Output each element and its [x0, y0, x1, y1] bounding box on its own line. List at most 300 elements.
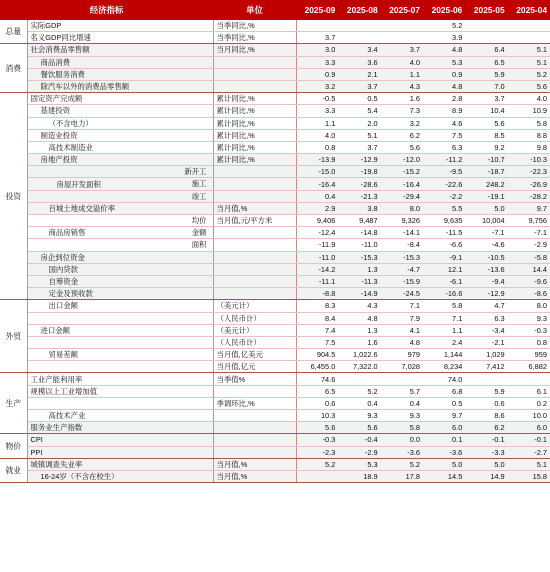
- indicator-name: 服务业生产指数: [30, 423, 83, 433]
- value-cell: -3.3: [465, 446, 507, 458]
- value-cell: -11.0: [338, 239, 380, 251]
- value-cell: 5.2: [296, 458, 338, 470]
- indicator-cell: [27, 68, 213, 80]
- value-cell: 3.3: [296, 56, 338, 68]
- value-cell: -5.8: [508, 251, 550, 263]
- value-cell: 4.1: [381, 324, 423, 336]
- value-cell: -21.3: [338, 190, 380, 202]
- section-category: 外贸: [0, 300, 27, 373]
- value-cell: 6,882: [508, 361, 550, 373]
- value-cell: 5.6: [381, 141, 423, 153]
- value-cell: 9.7: [423, 410, 465, 422]
- indicator-cell: [27, 251, 213, 263]
- indicator-cell: [27, 93, 213, 105]
- unit-cell: [213, 190, 296, 202]
- unit-cell: （美元计）: [213, 300, 296, 312]
- unit-cell: [213, 385, 296, 397]
- value-cell: [508, 373, 550, 385]
- table-row: [0, 275, 550, 287]
- indicator-name: 高技术制造业: [48, 142, 93, 152]
- value-cell: 4.8: [338, 312, 380, 324]
- value-cell: 0.9: [423, 68, 465, 80]
- value-cell: [296, 470, 338, 482]
- value-cell: 4.3: [381, 80, 423, 92]
- indicator-cell: [27, 154, 213, 166]
- value-cell: -15.2: [381, 166, 423, 178]
- value-cell: -0.5: [296, 93, 338, 105]
- value-cell: 6.3: [465, 312, 507, 324]
- indicator-name: 除汽车以外的消费品零售额: [40, 82, 130, 92]
- value-cell: 0.2: [508, 397, 550, 409]
- table-header: [0, 0, 550, 20]
- value-cell: [338, 32, 380, 44]
- value-cell: -2.9: [508, 239, 550, 251]
- value-cell: -6.6: [423, 239, 465, 251]
- value-cell: 0.5: [423, 397, 465, 409]
- value-cell: 6.2: [465, 422, 507, 434]
- value-cell: 6.2: [381, 129, 423, 141]
- value-cell: 6.0: [508, 422, 550, 434]
- unit-cell: 累计同比,%: [213, 154, 296, 166]
- value-cell: 9,487: [338, 215, 380, 227]
- value-cell: 9.3: [508, 312, 550, 324]
- value-cell: -8.4: [381, 239, 423, 251]
- value-cell: 14.9: [465, 470, 507, 482]
- unit-cell: [213, 275, 296, 287]
- table-row: [0, 129, 550, 141]
- value-cell: -13.6: [465, 263, 507, 275]
- header-period: 2025-05: [465, 0, 507, 20]
- unit-cell: [213, 239, 296, 251]
- value-cell: 7.4: [296, 324, 338, 336]
- indicator-cell: [27, 117, 213, 129]
- unit-cell: [213, 422, 296, 434]
- header-indicator: 经济指标: [0, 0, 213, 20]
- value-cell: 8.4: [296, 312, 338, 324]
- section-category: 生产: [0, 373, 27, 434]
- indicator-cell: [27, 300, 213, 312]
- value-cell: 6.5: [296, 385, 338, 397]
- indicator-cell: [27, 470, 213, 482]
- value-cell: 14.4: [508, 263, 550, 275]
- indicator-cell: [27, 336, 213, 348]
- value-cell: 1.3: [338, 324, 380, 336]
- value-cell: -0.4: [338, 434, 380, 446]
- value-cell: 8.8: [508, 129, 550, 141]
- value-cell: 74.0: [423, 373, 465, 385]
- header-period: 2025-08: [338, 0, 380, 20]
- value-cell: -7.1: [465, 227, 507, 239]
- value-cell: 8.0: [381, 202, 423, 214]
- indicator-name: 实际GDP: [30, 21, 62, 31]
- indicator-cell: [27, 178, 213, 190]
- value-cell: -29.4: [381, 190, 423, 202]
- unit-cell: 当月值,%: [213, 470, 296, 482]
- value-cell: 2.9: [296, 202, 338, 214]
- value-cell: 10.9: [508, 105, 550, 117]
- table-row: [0, 410, 550, 422]
- indicator-name: 进口金额: [40, 325, 71, 335]
- value-cell: 1.1: [423, 324, 465, 336]
- value-cell: 4.0: [296, 129, 338, 141]
- value-cell: 7.1: [381, 300, 423, 312]
- value-cell: 4.8: [381, 336, 423, 348]
- value-cell: 1.1: [296, 117, 338, 129]
- indicator-cell: [27, 275, 213, 287]
- table-row: [0, 154, 550, 166]
- value-cell: 5.2: [381, 458, 423, 470]
- table-row: [0, 288, 550, 300]
- value-cell: 12.1: [423, 263, 465, 275]
- indicator-cell: [27, 141, 213, 153]
- table-row: [0, 178, 550, 190]
- value-cell: 0.9: [296, 68, 338, 80]
- indicator-name: 百城土地成交溢价率: [48, 203, 116, 213]
- value-cell: -16.4: [296, 178, 338, 190]
- value-cell: 5.6: [338, 422, 380, 434]
- value-cell: -11.1: [296, 275, 338, 287]
- unit-cell: 当季同比,%: [213, 20, 296, 32]
- indicator-cell: [27, 227, 213, 239]
- value-cell: 1.3: [338, 263, 380, 275]
- value-cell: -3.6: [381, 446, 423, 458]
- table-row: [0, 93, 550, 105]
- value-cell: 3.8: [338, 202, 380, 214]
- unit-cell: [213, 288, 296, 300]
- value-cell: 2.1: [338, 68, 380, 80]
- table-row: [0, 80, 550, 92]
- value-cell: -12.9: [465, 288, 507, 300]
- value-cell: 3.7: [338, 80, 380, 92]
- indicator-cell: [27, 239, 213, 251]
- value-cell: 5.0: [465, 202, 507, 214]
- header-unit: 单位: [213, 0, 296, 20]
- value-cell: 0.4: [296, 190, 338, 202]
- value-cell: 10.0: [508, 410, 550, 422]
- value-cell: 7.5: [423, 129, 465, 141]
- value-cell: 5.4: [338, 105, 380, 117]
- value-cell: 4.0: [508, 93, 550, 105]
- unit-cell: 当月同比,%: [213, 44, 296, 56]
- table-row: [0, 20, 550, 32]
- value-cell: 7.0: [465, 80, 507, 92]
- value-cell: 9.3: [338, 410, 380, 422]
- value-cell: -19.1: [465, 190, 507, 202]
- section-category: 消费: [0, 44, 27, 93]
- indicator-name: 出口金额: [48, 301, 79, 311]
- value-cell: -3.6: [423, 446, 465, 458]
- unit-cell: （人民币计）: [213, 336, 296, 348]
- value-cell: 5.1: [508, 44, 550, 56]
- value-cell: [465, 32, 507, 44]
- value-cell: -11.2: [423, 154, 465, 166]
- value-cell: 5.9: [465, 68, 507, 80]
- value-cell: -6.1: [423, 275, 465, 287]
- unit-cell: 累计同比,%: [213, 93, 296, 105]
- unit-cell: [213, 251, 296, 263]
- indicator-name: 城镇调查失业率: [30, 459, 83, 469]
- indicator-subname: 新开工: [184, 167, 207, 177]
- value-cell: -3.4: [465, 324, 507, 336]
- value-cell: 17.8: [381, 470, 423, 482]
- indicator-name: （不含电力）: [48, 118, 93, 128]
- value-cell: -2.3: [296, 446, 338, 458]
- indicator-cell: [27, 324, 213, 336]
- value-cell: -15.3: [338, 251, 380, 263]
- table-row: [0, 373, 550, 385]
- table-row: [0, 349, 550, 361]
- indicator-cell: [27, 80, 213, 92]
- value-cell: 3.2: [296, 80, 338, 92]
- indicator-cell: [27, 397, 213, 409]
- value-cell: 9.8: [508, 141, 550, 153]
- value-cell: -22.3: [508, 166, 550, 178]
- value-cell: 74.6: [296, 373, 338, 385]
- value-cell: 3.7: [381, 44, 423, 56]
- indicator-name: 基建投资: [40, 106, 71, 116]
- value-cell: 9,406: [296, 215, 338, 227]
- value-cell: -8.6: [508, 288, 550, 300]
- value-cell: 9.2: [465, 141, 507, 153]
- indicator-cell: [27, 349, 213, 361]
- value-cell: 1.6: [381, 93, 423, 105]
- value-cell: 0.6: [296, 397, 338, 409]
- table-row: [0, 324, 550, 336]
- value-cell: 5.0: [465, 458, 507, 470]
- indicator-cell: [27, 446, 213, 458]
- value-cell: 0.0: [381, 434, 423, 446]
- table-row: [0, 190, 550, 202]
- value-cell: -14.8: [338, 227, 380, 239]
- indicator-cell: [27, 434, 213, 446]
- value-cell: 8.3: [296, 300, 338, 312]
- unit-cell: （美元计）: [213, 324, 296, 336]
- unit-cell: 当月值,%: [213, 458, 296, 470]
- unit-cell: 累计同比,%: [213, 141, 296, 153]
- value-cell: 5.8: [423, 300, 465, 312]
- value-cell: 5.1: [338, 129, 380, 141]
- value-cell: 3.0: [296, 44, 338, 56]
- indicator-name: 贸易差额: [48, 350, 79, 360]
- table-row: [0, 434, 550, 446]
- value-cell: 5.5: [423, 202, 465, 214]
- value-cell: 10.3: [296, 410, 338, 422]
- value-cell: [338, 20, 380, 32]
- value-cell: 7,412: [465, 361, 507, 373]
- value-cell: -16.6: [423, 288, 465, 300]
- table-row: [0, 300, 550, 312]
- table-row: [0, 458, 550, 470]
- value-cell: 14.5: [423, 470, 465, 482]
- table-row: [0, 312, 550, 324]
- indicator-cell: [27, 312, 213, 324]
- value-cell: 10.4: [465, 105, 507, 117]
- unit-cell: 累计同比,%: [213, 105, 296, 117]
- value-cell: 8.6: [465, 410, 507, 422]
- indicator-cell: [27, 410, 213, 422]
- table-row: [0, 56, 550, 68]
- value-cell: 0.4: [381, 397, 423, 409]
- value-cell: -19.8: [338, 166, 380, 178]
- section-category: 投资: [0, 93, 27, 300]
- unit-cell: 当月值,元/平方米: [213, 215, 296, 227]
- value-cell: 5.8: [508, 117, 550, 129]
- value-cell: 7.1: [423, 312, 465, 324]
- indicator-subname: 施工: [191, 179, 207, 189]
- indicator-cell: [27, 385, 213, 397]
- value-cell: -15.9: [381, 275, 423, 287]
- value-cell: [381, 20, 423, 32]
- indicator-subname: 均价: [191, 216, 207, 225]
- value-cell: 1.6: [338, 336, 380, 348]
- value-cell: 1.1: [381, 68, 423, 80]
- value-cell: -12.4: [296, 227, 338, 239]
- indicator-cell: [27, 361, 213, 373]
- indicator-cell: [27, 105, 213, 117]
- value-cell: -4.7: [381, 263, 423, 275]
- value-cell: [381, 373, 423, 385]
- value-cell: -11.3: [338, 275, 380, 287]
- value-cell: [465, 20, 507, 32]
- indicator-cell: [27, 20, 213, 32]
- value-cell: 8.9: [423, 105, 465, 117]
- value-cell: 0.1: [423, 434, 465, 446]
- value-cell: 5.9: [465, 385, 507, 397]
- value-cell: 8.0: [508, 300, 550, 312]
- unit-cell: 累计同比,%: [213, 117, 296, 129]
- indicator-cell: [27, 373, 213, 385]
- unit-cell: [213, 166, 296, 178]
- value-cell: -9.4: [465, 275, 507, 287]
- table-row: [0, 470, 550, 482]
- table-row: [0, 385, 550, 397]
- value-cell: -8.8: [296, 288, 338, 300]
- value-cell: 7.5: [296, 336, 338, 348]
- value-cell: 9,635: [423, 215, 465, 227]
- value-cell: 5.2: [508, 68, 550, 80]
- indicator-name: 名义GDP同比增速: [30, 33, 91, 43]
- value-cell: -12.0: [381, 154, 423, 166]
- indicator-name: 房企到位资金: [40, 252, 85, 262]
- indicator-cell: [27, 129, 213, 141]
- value-cell: -14.9: [338, 288, 380, 300]
- table-body: [0, 20, 550, 483]
- table-row: [0, 446, 550, 458]
- value-cell: -28.6: [338, 178, 380, 190]
- value-cell: 3.3: [296, 105, 338, 117]
- value-cell: 0.6: [465, 397, 507, 409]
- value-cell: 3.7: [338, 141, 380, 153]
- indicator-name: 房地产投资: [40, 155, 78, 165]
- unit-cell: [213, 263, 296, 275]
- value-cell: -2.1: [465, 336, 507, 348]
- value-cell: -12.9: [338, 154, 380, 166]
- value-cell: 4.0: [381, 56, 423, 68]
- unit-cell: [213, 434, 296, 446]
- indicator-name: 规模以上工业增加值: [30, 386, 98, 396]
- value-cell: -10.7: [465, 154, 507, 166]
- indicator-name: 自筹资金: [48, 277, 79, 287]
- value-cell: -2.2: [423, 190, 465, 202]
- header-period: 2025-06: [423, 0, 465, 20]
- unit-cell: [213, 227, 296, 239]
- table-row: [0, 32, 550, 44]
- value-cell: 9,326: [381, 215, 423, 227]
- value-cell: -24.5: [381, 288, 423, 300]
- indicator-subname: 面积: [191, 240, 207, 250]
- unit-cell: 当月值,%: [213, 202, 296, 214]
- value-cell: 6.8: [423, 385, 465, 397]
- value-cell: [381, 32, 423, 44]
- value-cell: 2.8: [423, 93, 465, 105]
- indicator-name: 商品房销售: [48, 228, 86, 238]
- value-cell: -9.5: [423, 166, 465, 178]
- table-row: [0, 166, 550, 178]
- value-cell: 2.0: [338, 117, 380, 129]
- value-cell: 3.6: [338, 56, 380, 68]
- indicator-name: 餐饮服务消费: [40, 69, 85, 79]
- indicator-subname: 竣工: [191, 191, 207, 201]
- value-cell: [465, 373, 507, 385]
- header-period: 2025-07: [381, 0, 423, 20]
- table-row: [0, 227, 550, 239]
- value-cell: 0.8: [508, 336, 550, 348]
- table-row: [0, 239, 550, 251]
- unit-cell: [213, 178, 296, 190]
- value-cell: 8,234: [423, 361, 465, 373]
- value-cell: 979: [381, 349, 423, 361]
- value-cell: 5.6: [296, 422, 338, 434]
- section-category: 就业: [0, 458, 27, 482]
- value-cell: 5.6: [465, 117, 507, 129]
- table-row: [0, 215, 550, 227]
- value-cell: -10.5: [465, 251, 507, 263]
- header-period: 2025-09: [296, 0, 338, 20]
- value-cell: 5.8: [381, 422, 423, 434]
- value-cell: 4.6: [423, 117, 465, 129]
- value-cell: 7.9: [381, 312, 423, 324]
- indicator-name: 国内贷款: [48, 264, 79, 274]
- value-cell: -14.1: [381, 227, 423, 239]
- unit-cell: [213, 80, 296, 92]
- table-row: [0, 202, 550, 214]
- unit-cell: [213, 56, 296, 68]
- value-cell: 9.7: [508, 202, 550, 214]
- value-cell: 7,322.0: [338, 361, 380, 373]
- value-cell: 4.3: [338, 300, 380, 312]
- value-cell: -10.3: [508, 154, 550, 166]
- value-cell: 7.3: [381, 105, 423, 117]
- value-cell: 6.4: [465, 44, 507, 56]
- value-cell: -14.2: [296, 263, 338, 275]
- value-cell: 3.7: [296, 32, 338, 44]
- unit-cell: [213, 68, 296, 80]
- indicator-name: 定金及预收款: [48, 289, 93, 299]
- indicator-cell: [27, 32, 213, 44]
- value-cell: [338, 373, 380, 385]
- value-cell: 1,029: [465, 349, 507, 361]
- value-cell: -16.4: [381, 178, 423, 190]
- indicator-name: 制造业投资: [40, 130, 78, 140]
- unit-cell: 当月值,亿元: [213, 361, 296, 373]
- indicator-name: 房屋开发面积: [56, 179, 101, 189]
- value-cell: -2.9: [338, 446, 380, 458]
- indicator-cell: [27, 56, 213, 68]
- value-cell: 0.5: [338, 93, 380, 105]
- value-cell: 9,756: [508, 215, 550, 227]
- table-row: [0, 68, 550, 80]
- value-cell: 4.8: [423, 44, 465, 56]
